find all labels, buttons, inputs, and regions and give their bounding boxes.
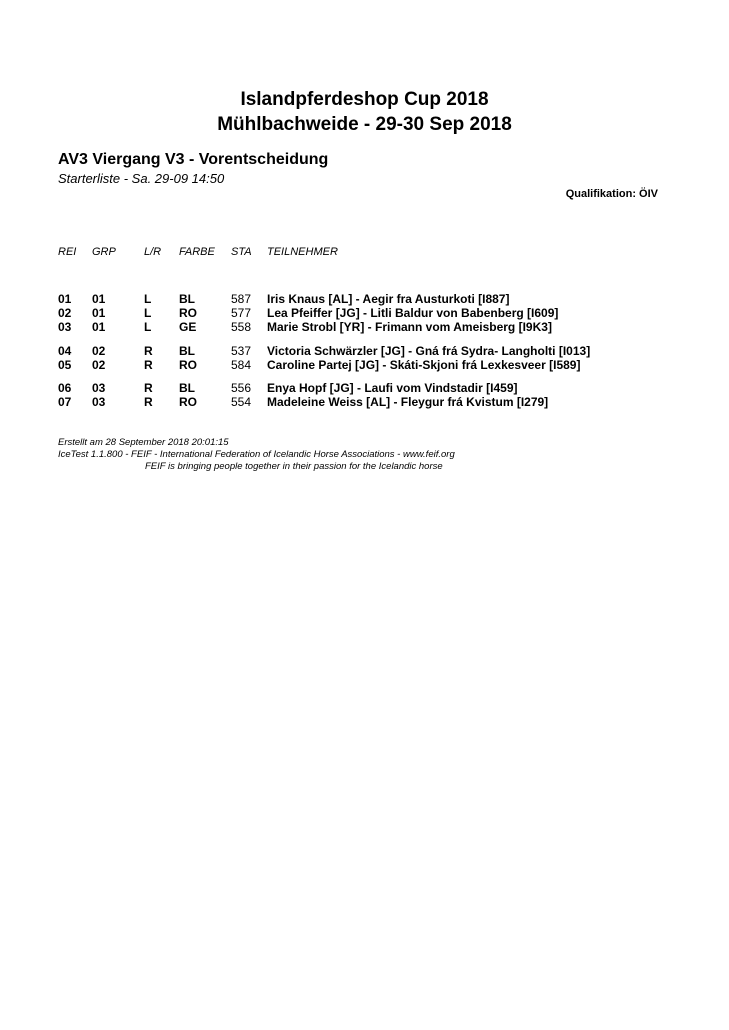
column-header-sta: STA [231, 246, 252, 258]
footer-software: IceTest 1.1.800 - FEIF - International Federation of Icelandic Horse Associations - www.feif.org [58, 449, 455, 460]
cell-rei: 07 [58, 395, 72, 409]
page-subtitle: Mühlbachweide - 29-30 Sep 2018 [217, 114, 512, 135]
column-header-lr: L/R [144, 246, 162, 258]
cell-sta: 587 [231, 292, 252, 306]
cell-grp: 01 [92, 306, 106, 320]
column-header-rei: REI [58, 246, 77, 258]
cell-rei: 01 [58, 292, 72, 306]
cell-lr: L [144, 320, 152, 334]
cell-rei: 05 [58, 358, 72, 372]
table-row [0, 358, 729, 373]
cell-farbe: BL [179, 381, 195, 395]
cell-farbe: RO [179, 395, 197, 409]
qualification-label: Qualifikation: ÖIV [565, 188, 658, 200]
cell-rei: 02 [58, 306, 72, 320]
cell-grp: 01 [92, 320, 106, 334]
table-row [0, 320, 729, 335]
table-row [0, 306, 729, 321]
cell-lr: R [144, 381, 153, 395]
cell-sta: 554 [231, 395, 252, 409]
event-name: AV3 Viergang V3 - Vorentscheidung [58, 151, 329, 168]
cell-farbe: RO [179, 306, 197, 320]
table-row [0, 381, 729, 396]
cell-lr: R [144, 395, 153, 409]
column-header-farbe: FARBE [179, 246, 215, 258]
cell-teilnehmer: Enya Hopf [JG] - Laufi vom Vindstadir [I459] [267, 381, 518, 395]
cell-farbe: GE [179, 320, 197, 334]
cell-lr: L [144, 306, 152, 320]
cell-sta: 556 [231, 381, 252, 395]
cell-rei: 03 [58, 320, 72, 334]
cell-sta: 584 [231, 358, 252, 372]
table-row [0, 292, 729, 307]
cell-sta: 537 [231, 344, 252, 358]
column-header-teilnehmer: TEILNEHMER [267, 246, 338, 258]
footer-slogan: FEIF is bringing people together in their passion for the Icelandic horse [145, 461, 443, 472]
cell-rei: 06 [58, 381, 72, 395]
cell-teilnehmer: Marie Strobl [YR] - Frimann vom Ameisberg [I9K3] [267, 320, 552, 334]
cell-teilnehmer: Caroline Partej [JG] - Skáti-Skjoni frá Lexkesveer [I589] [267, 358, 581, 372]
cell-lr: R [144, 344, 153, 358]
cell-grp: 01 [92, 292, 106, 306]
cell-grp: 02 [92, 358, 106, 372]
cell-teilnehmer: Iris Knaus [AL] - Aegir fra Austurkoti [I887] [267, 292, 510, 306]
cell-lr: L [144, 292, 152, 306]
cell-farbe: BL [179, 292, 195, 306]
table-row [0, 395, 729, 410]
cell-rei: 04 [58, 344, 72, 358]
cell-lr: R [144, 358, 153, 372]
event-subtitle: Starterliste - Sa. 29-09 14:50 [58, 171, 225, 186]
cell-teilnehmer: Madeleine Weiss [AL] - Fleygur frá Kvistum [I279] [267, 395, 549, 409]
cell-teilnehmer: Lea Pfeiffer [JG] - Litli Baldur von Babenberg [I609] [267, 306, 559, 320]
cell-sta: 577 [231, 306, 252, 320]
cell-sta: 558 [231, 320, 252, 334]
page-title: Islandpferdeshop Cup 2018 [240, 89, 489, 110]
cell-farbe: BL [179, 344, 195, 358]
cell-grp: 03 [92, 381, 106, 395]
cell-grp: 03 [92, 395, 106, 409]
footer-created: Erstellt am 28 September 2018 20:01:15 [58, 437, 229, 448]
cell-grp: 02 [92, 344, 106, 358]
table-row [0, 344, 729, 359]
cell-farbe: RO [179, 358, 197, 372]
cell-teilnehmer: Victoria Schwärzler [JG] - Gná frá Sydra- Langholti [I013] [267, 344, 591, 358]
column-header-grp: GRP [92, 246, 116, 258]
